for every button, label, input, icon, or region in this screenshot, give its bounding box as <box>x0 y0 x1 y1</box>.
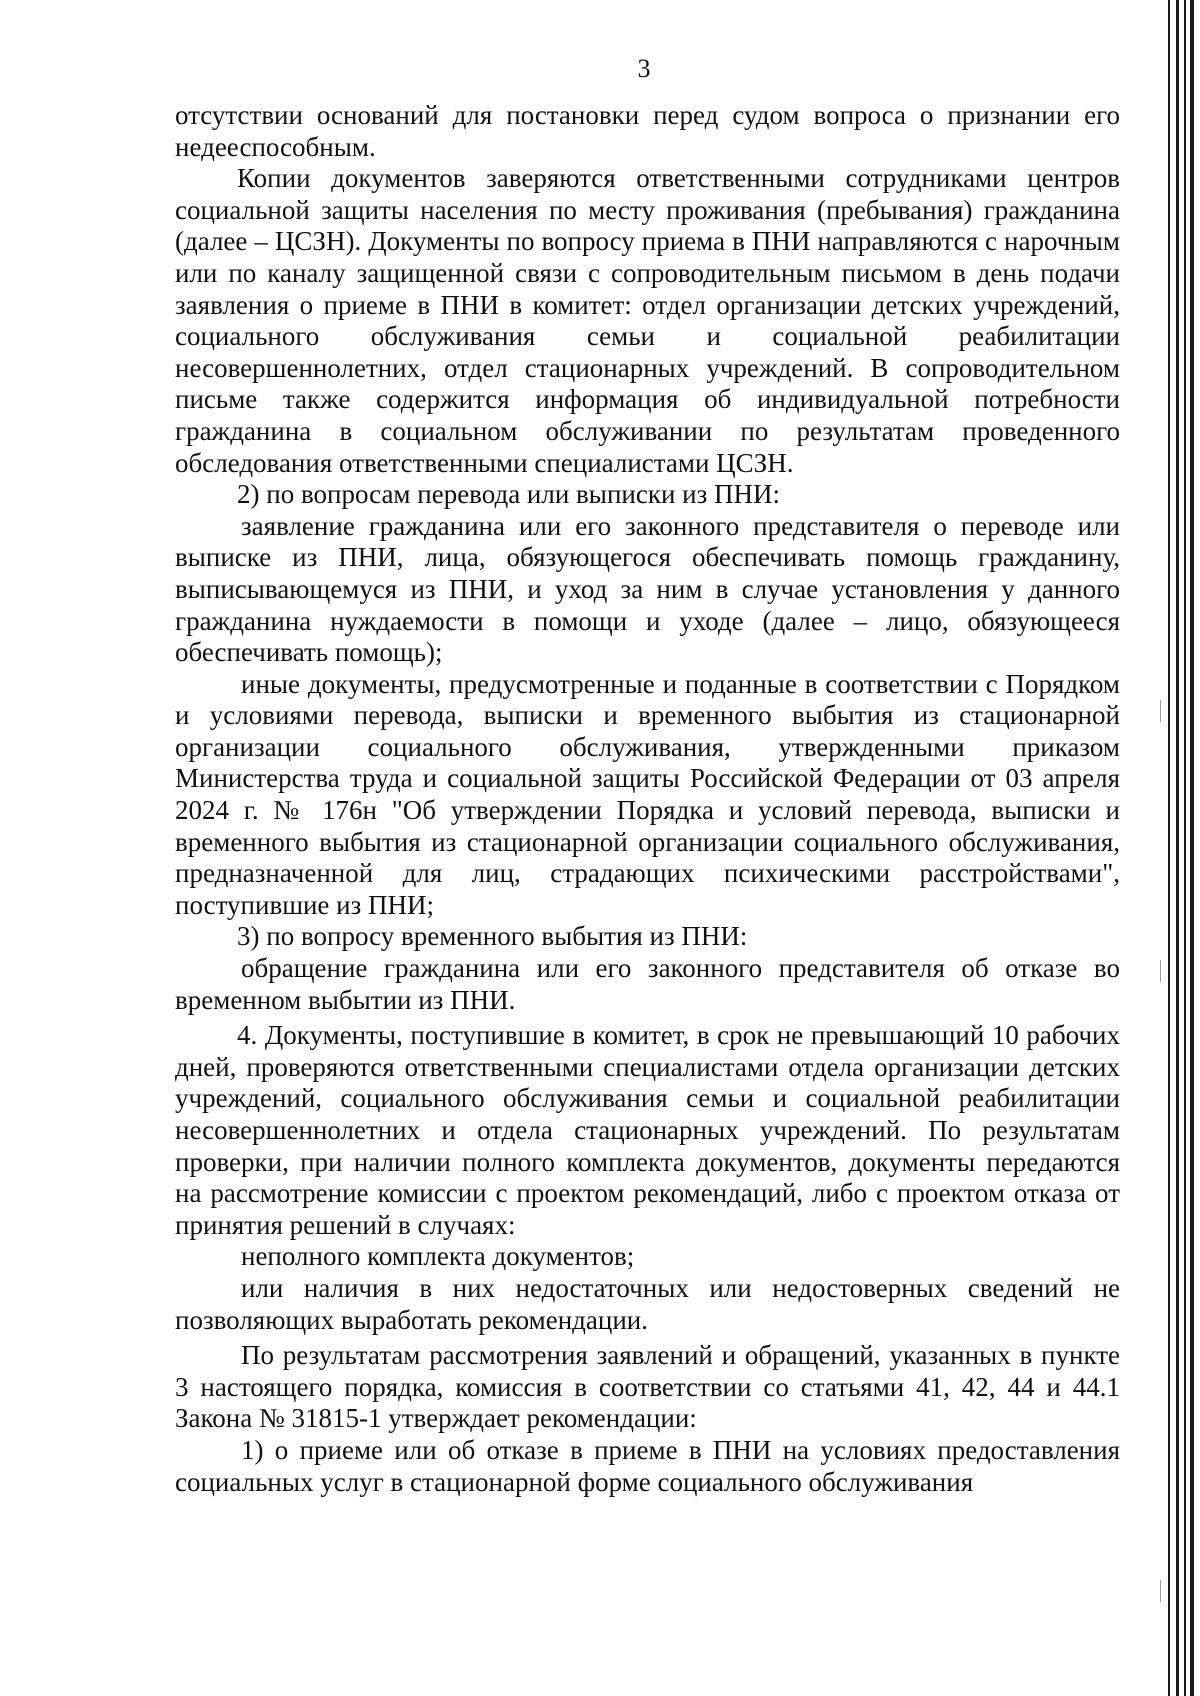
scan-speck <box>1160 960 1161 982</box>
scan-edge-line <box>1168 0 1170 1696</box>
scan-edge-line <box>1190 0 1194 1696</box>
scan-edge-line <box>1176 0 1179 1696</box>
paragraph-item-2-heading: 2) по вопросам перевода или выписки из ПНИ: <box>237 479 781 510</box>
paragraph-commission-results: По результатам рассмотрения заявлений и обращений, указанных в пункте 3 настоящего порядка, комиссия в соответствии со статьями 41, 42, 44 и 44.1 Закона № 31815-1 утверждает рекомендации: <box>175 1340 1120 1434</box>
paragraph-item-4-documents-check: 4. Документы, поступившие в комитет, в срок не превышающий 10 рабочих дней, проверяются ответственными специалистами отдела организации детских учреждений, социального обслуживания семьи и социальной реабилитации несовершеннолетних и отдела стационарных учреждений. По результатам проверки, при наличии полного комплекта документов, документы передаются на рассмотрение комиссии с проектом рекомендаций, либо с проектом отказа от принятия решений в случаях: <box>175 1020 1120 1240</box>
document-body <box>175 100 1120 1498</box>
paragraph-insufficient-data: или наличия в них недостаточных или недостоверных сведений не позволяющих выработать рекомендации. <box>175 1272 1120 1335</box>
scan-edge-line <box>1184 0 1186 1696</box>
paragraph-transfer-application: заявление гражданина или его законного представителя о переводе или выписке из ПНИ, лица, обязующегося обеспечивать помощь гражданину, выписывающемуся из ПНИ, и уход за ним в случае установления у данного гражданина нуждаемости в помощи и уходе (далее – лицо, обязующееся обеспечивать помощь); <box>175 510 1120 668</box>
paragraph-item-3-heading: 3) по вопросу временного выбытия из ПНИ: <box>237 921 748 952</box>
paragraph-copies-certification: Копии документов заверяются ответственными сотрудниками центров социальной защиты населения по месту проживания (пребывания) гражданина (далее – ЦСЗН). Документы по вопросу приема в ПНИ направляются с нарочным или по каналу защищенной связи с сопроводительным письмом в день подачи заявления о приеме в ПНИ в комитет: отдел организации детских учреждений, социального обслуживания семьи и социальной реабилитации несовершеннолетних, отдел стационарных учреждений. В сопроводительном письме также содержится информация об индивидуальной потребности гражданина в социальном обслуживании по результатам проведенного обследования ответственными специалистами ЦСЗН. <box>175 163 1120 478</box>
paragraph-recommendation-1: 1) о приеме или об отказе в приеме в ПНИ на условиях предоставления социальных услуг в стационарной форме социального обслуживания <box>175 1434 1120 1497</box>
scan-speck <box>1160 700 1161 722</box>
paragraph-continuation: отсутствии оснований для постановки перед судом вопроса о признании его недееспособным. <box>175 100 1120 162</box>
paragraph-temporary-leave-request: обращение гражданина или его законного представителя об отказе во временном выбытии из ПНИ. <box>175 953 1120 1015</box>
paragraph-incomplete-set: неполного комплекта документов; <box>241 1241 635 1272</box>
paragraph-other-documents: иные документы, предусмотренные и поданные в соответствии с Порядком и условиями перевода, выписки и временного выбытия из стационарной организации социального обслуживания, утвержденными приказом Министерства труда и социальной защиты Российской Федерации от 03 апреля 2024 г. № 176н "Об утверждении Порядка и условий перевода, выписки и временного выбытия из стационарной организации социального обслуживания, предназначенной для лиц, страдающих психическими расстройствами", поступившие из ПНИ; <box>175 668 1120 920</box>
scan-speck <box>1160 1580 1161 1602</box>
page-number: 3 <box>637 54 651 83</box>
